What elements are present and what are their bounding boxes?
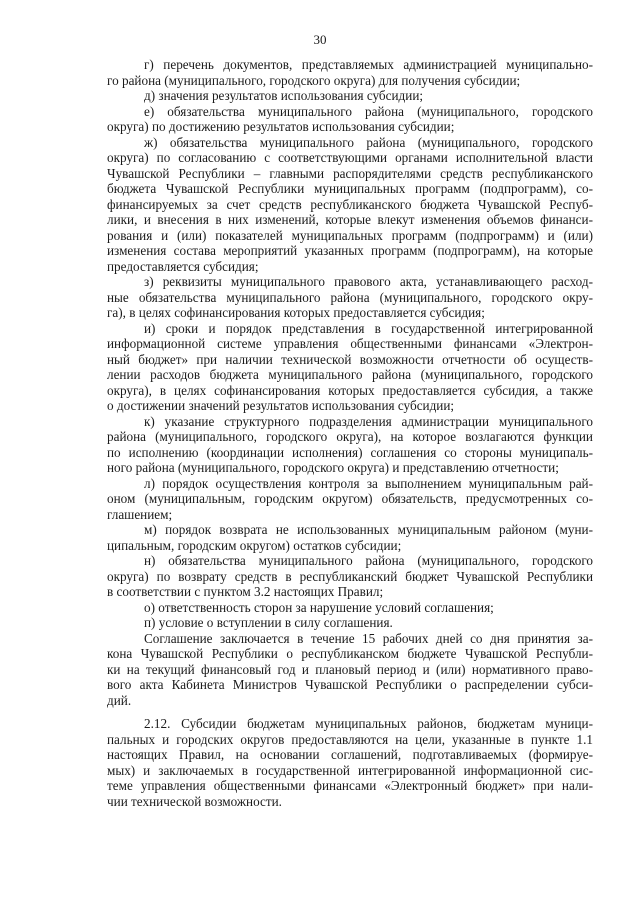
paragraph-item-d — [107, 88, 593, 104]
text-line: м) порядок возврата не использованных муниципальным районом (муни- — [144, 522, 593, 537]
text-line: теме управления общественными финансами «Электронный бюджет» при нали- — [107, 778, 593, 793]
paragraph-item-k — [107, 414, 593, 476]
text-line: н) обязательства муниципального района (муниципального, городского — [144, 553, 593, 568]
text-line: бюджета Чувашской Республики муниципальных программ (подпрограмм), со- — [107, 181, 593, 196]
text-line: информационной системе управления общественными финансами «Электрон- — [107, 336, 593, 351]
paragraph-gap — [107, 708, 593, 716]
text-line: округа), в целях софинансирования которых предоставляется субсидия, а также — [107, 382, 593, 398]
text-line: о достижении значений результатов использования субсидии; — [107, 398, 455, 413]
document-body — [107, 57, 593, 809]
text-line: мых) и заключаемых в государственной интегрированной информационной сис- — [107, 762, 593, 778]
paragraph-item-l — [107, 476, 593, 523]
text-line: лики, и внесения в них изменений, которые влекут изменения объемов финанси- — [107, 212, 593, 227]
text-line: Соглашение заключается в течение 15 рабочих дней со дня принятия за- — [144, 630, 593, 646]
text-line: га), в целях софинансирования которых предоставляется субсидия; — [107, 305, 485, 320]
text-line: округа) по согласованию с соответствующими органами исполнительной власти — [107, 150, 593, 165]
text-line: глашением; — [107, 506, 173, 522]
paragraph-item-z — [107, 274, 593, 321]
paragraph-clause-2-12 — [107, 716, 593, 809]
text-line: ный бюджет» при наличии технической возможности отчетности об осуществ- — [107, 351, 593, 367]
text-line: ж) обязательства муниципального района (муниципального, городского — [144, 134, 593, 150]
text-line: по исполнению (координации исполнения) соглашения со стороны муниципаль- — [107, 444, 593, 460]
text-line: финансируемых за счет средств республиканского бюджета Чувашской Респуб- — [107, 196, 593, 212]
text-line: в соответствии с пунктом 3.2 настоящих Правил; — [107, 584, 384, 599]
paragraph-item-n — [107, 553, 593, 600]
text-line: округа) по достижению результатов использования субсидии; — [107, 119, 455, 134]
text-line: предоставляется субсидия; — [107, 258, 259, 274]
page-number: 30 — [313, 32, 327, 47]
paragraph-item-g — [107, 57, 593, 88]
text-line: ного района (муниципального, городского округа) и представлению отчетности; — [107, 460, 559, 475]
paragraph-item-m — [107, 522, 593, 553]
text-line: о) ответственность сторон за нарушение условий соглашения; — [144, 599, 494, 615]
text-line: Чувашской Республики – главными распорядителями средств республиканского — [107, 165, 593, 181]
text-line: п) условие о вступлении в силу соглашения. — [144, 615, 393, 630]
text-line: 2.12. Субсидии бюджетам муниципальных районов, бюджетам муници- — [144, 716, 593, 731]
text-line: округа) по возврату средств в республиканский бюджет Чувашской Республики — [107, 568, 593, 584]
text-line: г) перечень документов, представляемых администрацией муниципально- — [144, 57, 593, 72]
text-line: пальных и городских округов предоставляются на цели, указанные в пункте 1.1 — [107, 731, 593, 747]
paragraph-item-i — [107, 321, 593, 414]
text-line: изменения состава мероприятий указанных программ (подпрограмм), на которые — [107, 243, 593, 258]
text-line: к) указание структурного подразделения администрации муниципального — [144, 413, 593, 429]
text-line: ципальным, городским округом) остатков субсидии; — [107, 537, 402, 553]
text-line: дий. — [107, 692, 132, 708]
text-line: района (муниципального, городского округа), на которое возлагаются функции — [107, 429, 593, 444]
text-line: е) обязательства муниципального района (муниципального, городского — [144, 103, 593, 119]
paragraph-agreement — [107, 631, 593, 709]
text-line: и) сроки и порядок представления в государственной интегрированной — [144, 320, 593, 336]
text-line: д) значения результатов использования субсидии; — [144, 88, 424, 103]
text-line: ные обязательства муниципального района (муниципального, городского окру- — [107, 289, 593, 305]
paragraph-item-zh — [107, 135, 593, 275]
paragraph-item-o — [107, 600, 593, 616]
text-line: настоящих Правил, на основании соглашений, подготавливаемых (формируе- — [107, 747, 593, 762]
text-line: кона Чувашской Республики о республиканском бюджете Чувашской Республи- — [107, 646, 593, 661]
paragraph-item-p — [107, 615, 593, 631]
text-line: оном (муниципальным, городским округом) обязательств, предусмотренных со- — [107, 491, 593, 506]
text-line: лении расходов бюджета муниципального района (муниципального, городского — [107, 367, 593, 382]
text-line: вого акта Кабинета Министров Чувашской Республики о распределении субси- — [107, 677, 593, 692]
text-line: ки на текущий финансовый год и плановый период и (или) нормативного право- — [107, 661, 593, 677]
text-line: л) порядок осуществления контроля за выполнением муниципальным рай- — [144, 475, 593, 491]
text-line: з) реквизиты муниципального правового акта, устанавливающего расход- — [144, 274, 593, 289]
text-line: рования и (или) показателей муниципальных программ (подпрограмм) и (или) — [107, 227, 593, 243]
text-line: го района (муниципального, городского округа) для получения субсидии; — [107, 72, 521, 88]
paragraph-item-e — [107, 104, 593, 135]
text-line: чии технической возможности. — [107, 793, 282, 809]
